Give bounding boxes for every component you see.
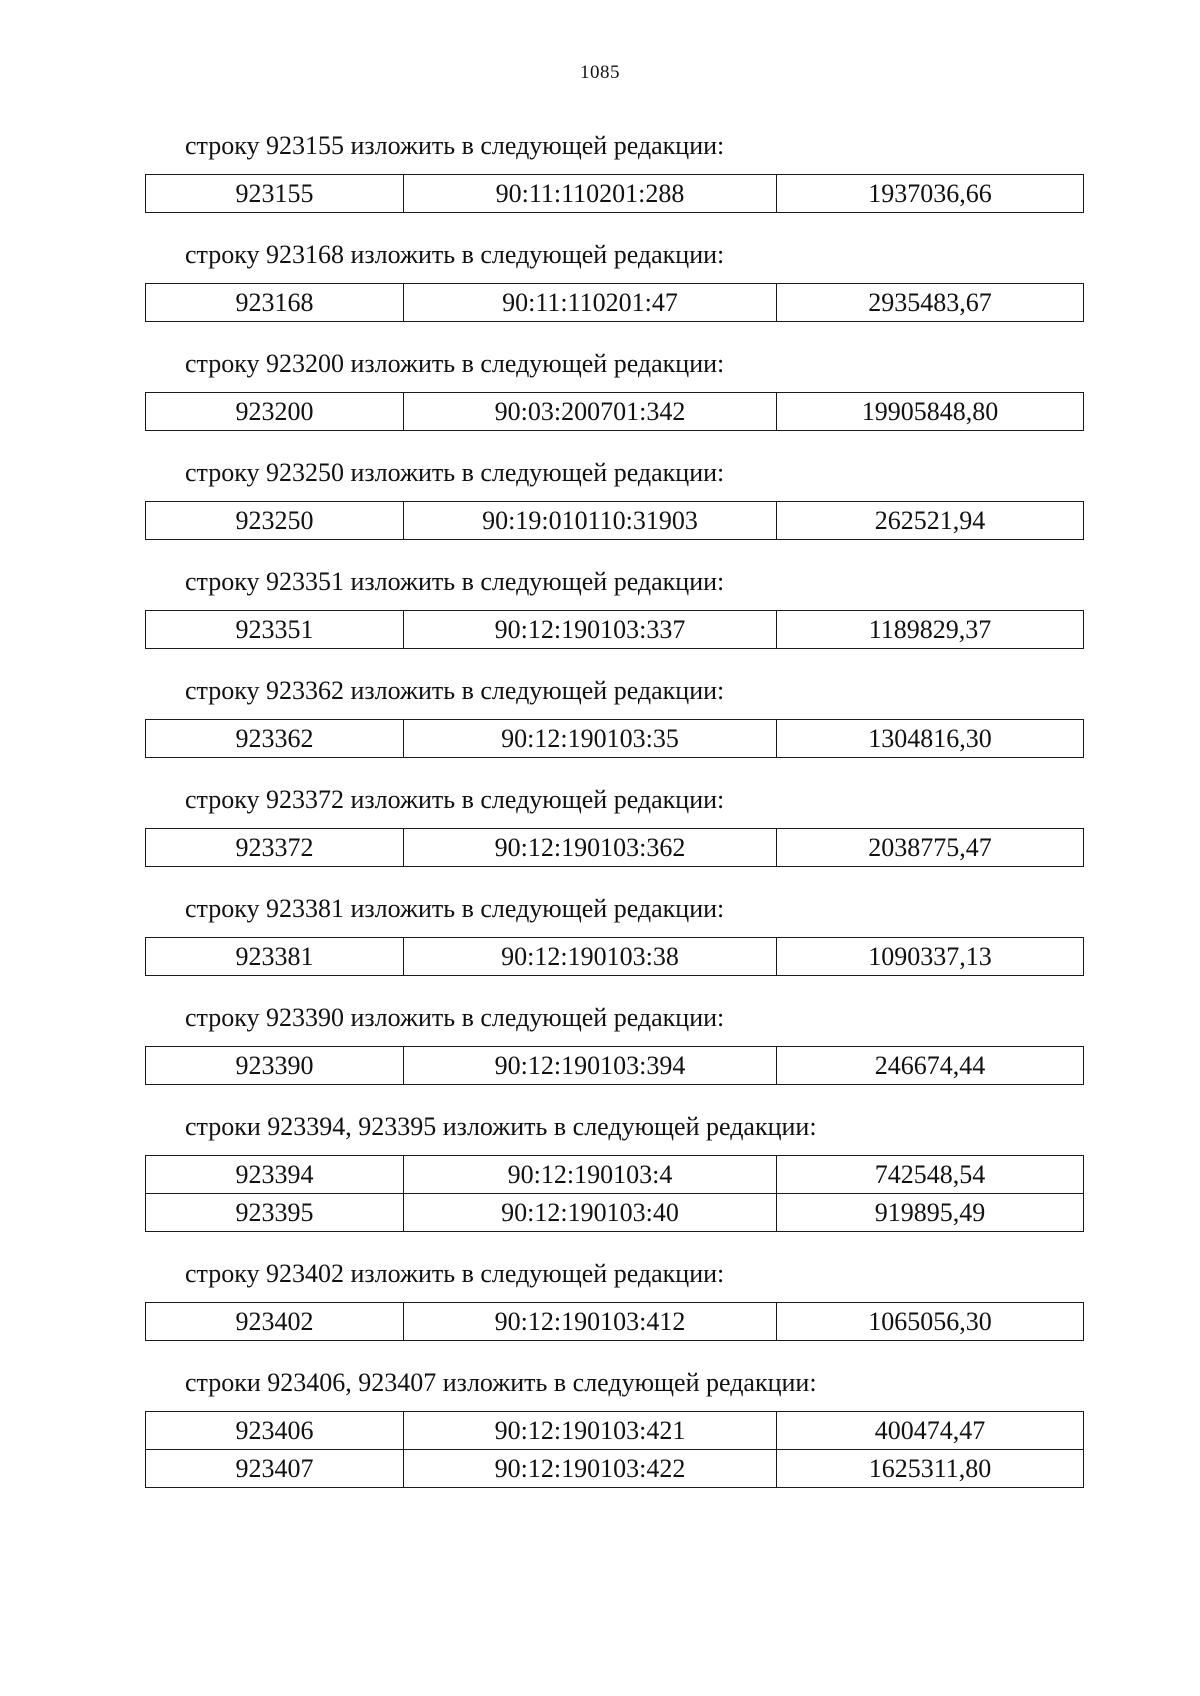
section-spacer <box>0 1488 1200 1502</box>
amendment-instruction: строку 923351 изложить в следующей редакции: <box>185 567 725 596</box>
cadastral-number-cell: 90:19:010110:31903 <box>404 502 777 540</box>
amendment-table <box>145 1046 1084 1085</box>
value-cell: 1625311,80 <box>777 1450 1084 1488</box>
amendment-section <box>0 663 1200 772</box>
row-number-cell: 923250 <box>146 502 404 540</box>
table-row <box>146 175 1084 213</box>
value-cell: 1304816,30 <box>777 720 1084 758</box>
amendment-instruction: строки 923406, 923407 изложить в следующей редакции: <box>185 1368 817 1397</box>
table-row <box>146 502 1084 540</box>
value-cell: 919895,49 <box>777 1194 1084 1232</box>
amendment-instruction: строку 923200 изложить в следующей редакции: <box>185 349 725 378</box>
table-row <box>146 611 1084 649</box>
amendment-section <box>0 554 1200 663</box>
amendment-section <box>0 445 1200 554</box>
cadastral-number-cell: 90:12:190103:421 <box>404 1412 777 1450</box>
amendment-instruction: строку 923381 изложить в следующей редакции: <box>185 894 725 923</box>
value-cell: 400474,47 <box>777 1412 1084 1450</box>
page-number: 1085 <box>580 62 620 83</box>
cadastral-number-cell: 90:12:190103:40 <box>404 1194 777 1232</box>
row-number-cell: 923402 <box>146 1303 404 1341</box>
amendment-section <box>0 1355 1200 1502</box>
row-number-cell: 923351 <box>146 611 404 649</box>
amendment-instruction: строку 923362 изложить в следующей редакции: <box>185 676 725 705</box>
cadastral-number-cell: 90:03:200701:342 <box>404 393 777 431</box>
section-spacer <box>0 1232 1200 1246</box>
amendment-instruction: строку 923250 изложить в следующей редакции: <box>185 458 725 487</box>
section-spacer <box>0 213 1200 227</box>
value-cell: 2935483,67 <box>777 284 1084 322</box>
amendment-section <box>0 1246 1200 1355</box>
row-number-cell: 923390 <box>146 1047 404 1085</box>
amendment-instruction: строку 923372 изложить в следующей редакции: <box>185 785 725 814</box>
amendment-section <box>0 772 1200 881</box>
amendment-table <box>145 1155 1084 1232</box>
amendment-table <box>145 828 1084 867</box>
amendment-table <box>145 1411 1084 1488</box>
value-cell: 742548,54 <box>777 1156 1084 1194</box>
section-spacer <box>0 1085 1200 1099</box>
table-row <box>146 1303 1084 1341</box>
section-spacer <box>0 758 1200 772</box>
table-row <box>146 1047 1084 1085</box>
table-row <box>146 1412 1084 1450</box>
cadastral-number-cell: 90:11:110201:288 <box>404 175 777 213</box>
table-row <box>146 393 1084 431</box>
value-cell: 1090337,13 <box>777 938 1084 976</box>
document-body <box>0 118 1200 1502</box>
row-number-cell: 923362 <box>146 720 404 758</box>
cadastral-number-cell: 90:12:190103:422 <box>404 1450 777 1488</box>
section-spacer <box>0 867 1200 881</box>
value-cell: 19905848,80 <box>777 393 1084 431</box>
row-number-cell: 923168 <box>146 284 404 322</box>
amendment-table <box>145 937 1084 976</box>
section-spacer <box>0 540 1200 554</box>
amendment-section <box>0 1099 1200 1246</box>
amendment-section <box>0 881 1200 990</box>
row-number-cell: 923372 <box>146 829 404 867</box>
section-spacer <box>0 649 1200 663</box>
section-spacer <box>0 976 1200 990</box>
amendment-table <box>145 501 1084 540</box>
cadastral-number-cell: 90:12:190103:362 <box>404 829 777 867</box>
row-number-cell: 923394 <box>146 1156 404 1194</box>
value-cell: 1189829,37 <box>777 611 1084 649</box>
amendment-section <box>0 118 1200 227</box>
table-row <box>146 938 1084 976</box>
value-cell: 246674,44 <box>777 1047 1084 1085</box>
amendment-table <box>145 283 1084 322</box>
row-number-cell: 923407 <box>146 1450 404 1488</box>
amendment-table <box>145 719 1084 758</box>
value-cell: 1937036,66 <box>777 175 1084 213</box>
amendment-table <box>145 392 1084 431</box>
amendment-table <box>145 174 1084 213</box>
section-spacer <box>0 1341 1200 1355</box>
amendment-section <box>0 227 1200 336</box>
cadastral-number-cell: 90:12:190103:35 <box>404 720 777 758</box>
row-number-cell: 923395 <box>146 1194 404 1232</box>
section-spacer <box>0 431 1200 445</box>
table-row <box>146 720 1084 758</box>
row-number-cell: 923406 <box>146 1412 404 1450</box>
value-cell: 262521,94 <box>777 502 1084 540</box>
cadastral-number-cell: 90:12:190103:394 <box>404 1047 777 1085</box>
value-cell: 2038775,47 <box>777 829 1084 867</box>
amendment-section <box>0 336 1200 445</box>
amendment-instruction: строку 923390 изложить в следующей редакции: <box>185 1003 725 1032</box>
table-row <box>146 1194 1084 1232</box>
row-number-cell: 923381 <box>146 938 404 976</box>
section-spacer <box>0 322 1200 336</box>
amendment-instruction: строку 923155 изложить в следующей редакции: <box>185 131 725 160</box>
amendment-instruction: строки 923394, 923395 изложить в следующей редакции: <box>185 1112 817 1141</box>
table-row <box>146 1450 1084 1488</box>
cadastral-number-cell: 90:12:190103:4 <box>404 1156 777 1194</box>
amendment-instruction: строку 923402 изложить в следующей редакции: <box>185 1259 725 1288</box>
value-cell: 1065056,30 <box>777 1303 1084 1341</box>
amendment-table <box>145 1302 1084 1341</box>
row-number-cell: 923155 <box>146 175 404 213</box>
amendment-table <box>145 610 1084 649</box>
table-row <box>146 284 1084 322</box>
amendment-instruction: строку 923168 изложить в следующей редакции: <box>185 240 725 269</box>
cadastral-number-cell: 90:12:190103:412 <box>404 1303 777 1341</box>
table-row <box>146 829 1084 867</box>
row-number-cell: 923200 <box>146 393 404 431</box>
table-row <box>146 1156 1084 1194</box>
cadastral-number-cell: 90:12:190103:337 <box>404 611 777 649</box>
cadastral-number-cell: 90:12:190103:38 <box>404 938 777 976</box>
amendment-section <box>0 990 1200 1099</box>
cadastral-number-cell: 90:11:110201:47 <box>404 284 777 322</box>
